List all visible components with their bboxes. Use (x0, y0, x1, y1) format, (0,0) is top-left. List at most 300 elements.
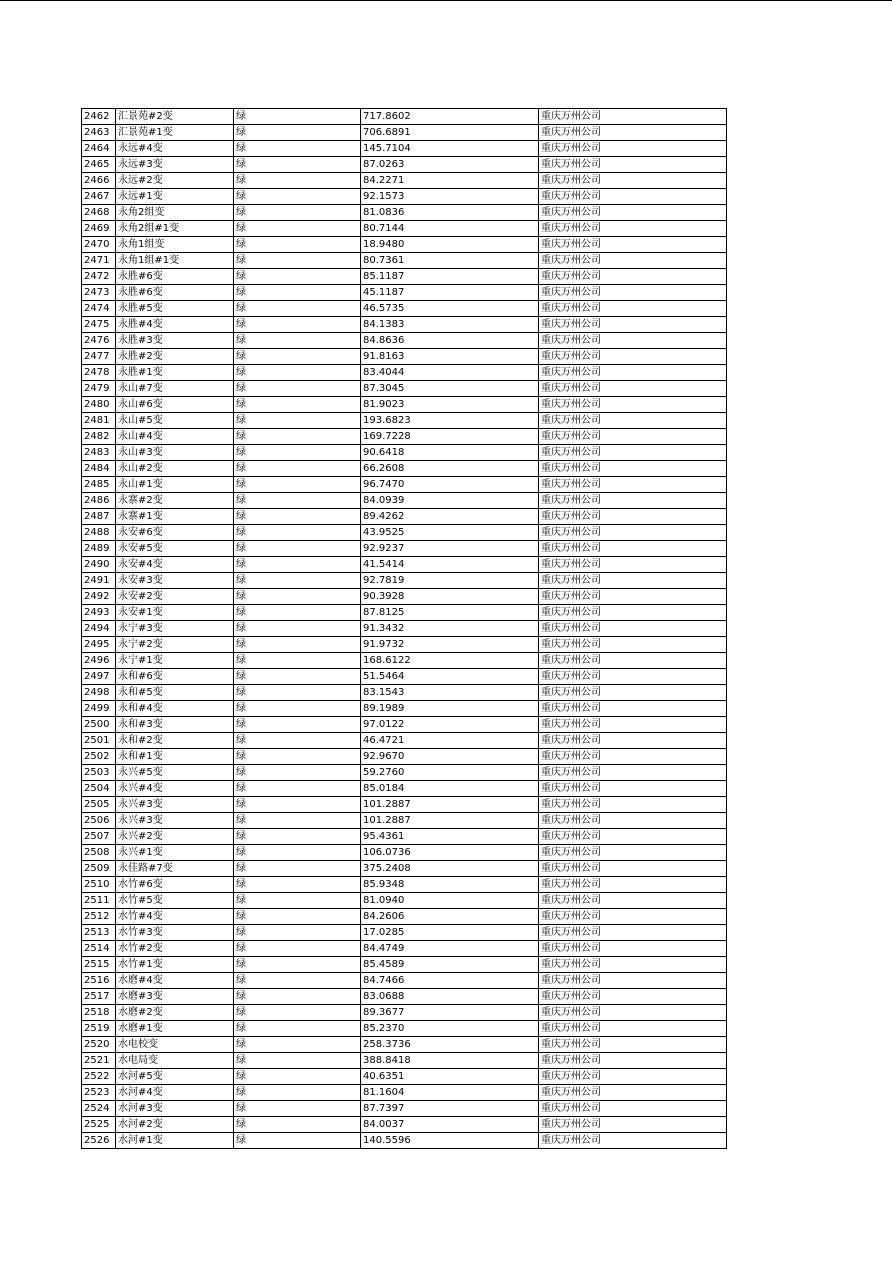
table-row (82, 797, 727, 813)
transformer-name-cell: 水竹#6变 (116, 877, 234, 893)
table-row (82, 1101, 727, 1117)
company-cell: 重庆万州公司 (539, 685, 727, 701)
value-cell: 17.0285 (361, 925, 539, 941)
status-cell: 绿 (234, 1021, 361, 1037)
table-row (82, 701, 727, 717)
value-cell: 87.3045 (361, 381, 539, 397)
table-row (82, 1037, 727, 1053)
value-cell: 45.1187 (361, 285, 539, 301)
row-id-cell: 2469 (82, 221, 116, 237)
transformer-name-cell: 永胜#4变 (116, 317, 234, 333)
table-row (82, 749, 727, 765)
value-cell: 169.7228 (361, 429, 539, 445)
table-row (82, 365, 727, 381)
transformer-name-cell: 永兴#1变 (116, 845, 234, 861)
row-id-cell: 2473 (82, 285, 116, 301)
transformer-name-cell: 永山#1变 (116, 477, 234, 493)
status-cell: 绿 (234, 445, 361, 461)
company-cell: 重庆万州公司 (539, 461, 727, 477)
status-cell: 绿 (234, 1037, 361, 1053)
row-id-cell: 2518 (82, 1005, 116, 1021)
transformer-name-cell: 永寨#1变 (116, 509, 234, 525)
row-id-cell: 2467 (82, 189, 116, 205)
status-cell: 绿 (234, 365, 361, 381)
value-cell: 90.6418 (361, 445, 539, 461)
table-row (82, 237, 727, 253)
row-id-cell: 2485 (82, 477, 116, 493)
company-cell: 重庆万州公司 (539, 269, 727, 285)
status-cell: 绿 (234, 637, 361, 653)
transformer-name-cell: 永和#4变 (116, 701, 234, 717)
value-cell: 85.0184 (361, 781, 539, 797)
company-cell: 重庆万州公司 (539, 669, 727, 685)
value-cell: 90.3928 (361, 589, 539, 605)
status-cell: 绿 (234, 749, 361, 765)
transformer-name-cell: 水磨#1变 (116, 1021, 234, 1037)
company-cell: 重庆万州公司 (539, 349, 727, 365)
table-row (82, 413, 727, 429)
table-row (82, 493, 727, 509)
company-cell: 重庆万州公司 (539, 285, 727, 301)
value-cell: 81.0836 (361, 205, 539, 221)
status-cell: 绿 (234, 653, 361, 669)
company-cell: 重庆万州公司 (539, 973, 727, 989)
table-row (82, 829, 727, 845)
company-cell: 重庆万州公司 (539, 525, 727, 541)
status-cell: 绿 (234, 1133, 361, 1149)
status-cell: 绿 (234, 621, 361, 637)
row-id-cell: 2509 (82, 861, 116, 877)
table-row (82, 173, 727, 189)
row-id-cell: 2466 (82, 173, 116, 189)
status-cell: 绿 (234, 941, 361, 957)
row-id-cell: 2515 (82, 957, 116, 973)
transformer-name-cell: 水河#3变 (116, 1101, 234, 1117)
transformer-name-cell: 永兴#3变 (116, 813, 234, 829)
status-cell: 绿 (234, 157, 361, 173)
table-row (82, 461, 727, 477)
table-row (82, 445, 727, 461)
value-cell: 85.1187 (361, 269, 539, 285)
transformer-name-cell: 永安#2变 (116, 589, 234, 605)
transformer-table (81, 108, 727, 1149)
row-id-cell: 2497 (82, 669, 116, 685)
company-cell: 重庆万州公司 (539, 989, 727, 1005)
company-cell: 重庆万州公司 (539, 1101, 727, 1117)
row-id-cell: 2483 (82, 445, 116, 461)
row-id-cell: 2487 (82, 509, 116, 525)
transformer-name-cell: 永山#4变 (116, 429, 234, 445)
status-cell: 绿 (234, 989, 361, 1005)
transformer-name-cell: 永安#1变 (116, 605, 234, 621)
company-cell: 重庆万州公司 (539, 541, 727, 557)
row-id-cell: 2489 (82, 541, 116, 557)
row-id-cell: 2520 (82, 1037, 116, 1053)
table-row (82, 221, 727, 237)
status-cell: 绿 (234, 685, 361, 701)
value-cell: 92.1573 (361, 189, 539, 205)
company-cell: 重庆万州公司 (539, 861, 727, 877)
status-cell: 绿 (234, 349, 361, 365)
company-cell: 重庆万州公司 (539, 925, 727, 941)
row-id-cell: 2476 (82, 333, 116, 349)
row-id-cell: 2494 (82, 621, 116, 637)
row-id-cell: 2523 (82, 1085, 116, 1101)
status-cell: 绿 (234, 381, 361, 397)
company-cell: 重庆万州公司 (539, 333, 727, 349)
transformer-name-cell: 永角1组#1变 (116, 253, 234, 269)
status-cell: 绿 (234, 253, 361, 269)
table-row (82, 125, 727, 141)
table-row (82, 877, 727, 893)
company-cell: 重庆万州公司 (539, 957, 727, 973)
company-cell: 重庆万州公司 (539, 1085, 727, 1101)
transformer-name-cell: 永远#1变 (116, 189, 234, 205)
company-cell: 重庆万州公司 (539, 381, 727, 397)
company-cell: 重庆万州公司 (539, 621, 727, 637)
status-cell: 绿 (234, 909, 361, 925)
table-row (82, 333, 727, 349)
company-cell: 重庆万州公司 (539, 109, 727, 125)
value-cell: 140.5596 (361, 1133, 539, 1149)
row-id-cell: 2486 (82, 493, 116, 509)
table-row (82, 397, 727, 413)
transformer-name-cell: 水河#2变 (116, 1117, 234, 1133)
table-row (82, 733, 727, 749)
transformer-name-cell: 水河#5变 (116, 1069, 234, 1085)
row-id-cell: 2506 (82, 813, 116, 829)
transformer-name-cell: 永寨#2变 (116, 493, 234, 509)
transformer-name-cell: 永宁#1变 (116, 653, 234, 669)
company-cell: 重庆万州公司 (539, 125, 727, 141)
row-id-cell: 2525 (82, 1117, 116, 1133)
company-cell: 重庆万州公司 (539, 1053, 727, 1069)
transformer-name-cell: 水河#1变 (116, 1133, 234, 1149)
value-cell: 92.9670 (361, 749, 539, 765)
company-cell: 重庆万州公司 (539, 589, 727, 605)
transformer-name-cell: 永胜#6变 (116, 285, 234, 301)
status-cell: 绿 (234, 477, 361, 493)
value-cell: 85.4589 (361, 957, 539, 973)
value-cell: 83.1543 (361, 685, 539, 701)
value-cell: 84.0037 (361, 1117, 539, 1133)
value-cell: 81.9023 (361, 397, 539, 413)
transformer-name-cell: 永山#3变 (116, 445, 234, 461)
table-row (82, 1085, 727, 1101)
company-cell: 重庆万州公司 (539, 413, 727, 429)
table-row (82, 189, 727, 205)
status-cell: 绿 (234, 733, 361, 749)
company-cell: 重庆万州公司 (539, 221, 727, 237)
company-cell: 重庆万州公司 (539, 893, 727, 909)
table-row (82, 1133, 727, 1149)
company-cell: 重庆万州公司 (539, 477, 727, 493)
value-cell: 81.0940 (361, 893, 539, 909)
row-id-cell: 2522 (82, 1069, 116, 1085)
value-cell: 97.0122 (361, 717, 539, 733)
company-cell: 重庆万州公司 (539, 717, 727, 733)
transformer-name-cell: 永佳路#7变 (116, 861, 234, 877)
company-cell: 重庆万州公司 (539, 573, 727, 589)
transformer-name-cell: 永远#3变 (116, 157, 234, 173)
table-row (82, 925, 727, 941)
status-cell: 绿 (234, 413, 361, 429)
table-row (82, 957, 727, 973)
company-cell: 重庆万州公司 (539, 701, 727, 717)
company-cell: 重庆万州公司 (539, 493, 727, 509)
table-row (82, 909, 727, 925)
transformer-name-cell: 永角1组变 (116, 237, 234, 253)
status-cell: 绿 (234, 189, 361, 205)
row-id-cell: 2472 (82, 269, 116, 285)
status-cell: 绿 (234, 669, 361, 685)
transformer-name-cell: 永和#6变 (116, 669, 234, 685)
company-cell: 重庆万州公司 (539, 1037, 727, 1053)
transformer-name-cell: 永远#4变 (116, 141, 234, 157)
transformer-name-cell: 永角2组#1变 (116, 221, 234, 237)
value-cell: 40.6351 (361, 1069, 539, 1085)
table-row (82, 685, 727, 701)
company-cell: 重庆万州公司 (539, 189, 727, 205)
company-cell: 重庆万州公司 (539, 1005, 727, 1021)
value-cell: 18.9480 (361, 237, 539, 253)
company-cell: 重庆万州公司 (539, 445, 727, 461)
row-id-cell: 2502 (82, 749, 116, 765)
status-cell: 绿 (234, 1101, 361, 1117)
row-id-cell: 2521 (82, 1053, 116, 1069)
row-id-cell: 2477 (82, 349, 116, 365)
value-cell: 92.7819 (361, 573, 539, 589)
row-id-cell: 2470 (82, 237, 116, 253)
table-row (82, 541, 727, 557)
row-id-cell: 2464 (82, 141, 116, 157)
row-id-cell: 2484 (82, 461, 116, 477)
row-id-cell: 2504 (82, 781, 116, 797)
status-cell: 绿 (234, 701, 361, 717)
table-row (82, 1117, 727, 1133)
value-cell: 89.4262 (361, 509, 539, 525)
status-cell: 绿 (234, 269, 361, 285)
company-cell: 重庆万州公司 (539, 797, 727, 813)
value-cell: 84.1383 (361, 317, 539, 333)
status-cell: 绿 (234, 317, 361, 333)
company-cell: 重庆万州公司 (539, 237, 727, 253)
company-cell: 重庆万州公司 (539, 637, 727, 653)
company-cell: 重庆万州公司 (539, 253, 727, 269)
company-cell: 重庆万州公司 (539, 941, 727, 957)
table-row (82, 317, 727, 333)
transformer-name-cell: 水竹#1变 (116, 957, 234, 973)
table-row (82, 1005, 727, 1021)
table-row (82, 141, 727, 157)
transformer-name-cell: 水磨#2变 (116, 1005, 234, 1021)
table-row (82, 1053, 727, 1069)
row-id-cell: 2526 (82, 1133, 116, 1149)
company-cell: 重庆万州公司 (539, 1117, 727, 1133)
transformer-name-cell: 水电校变 (116, 1037, 234, 1053)
company-cell: 重庆万州公司 (539, 749, 727, 765)
transformer-name-cell: 永兴#5变 (116, 765, 234, 781)
row-id-cell: 2493 (82, 605, 116, 621)
table-row (82, 765, 727, 781)
transformer-name-cell: 永远#2变 (116, 173, 234, 189)
table-row (82, 205, 727, 221)
table-row (82, 669, 727, 685)
row-id-cell: 2474 (82, 301, 116, 317)
status-cell: 绿 (234, 573, 361, 589)
value-cell: 717.8602 (361, 109, 539, 125)
value-cell: 46.4721 (361, 733, 539, 749)
table-row (82, 861, 727, 877)
row-id-cell: 2505 (82, 797, 116, 813)
value-cell: 91.9732 (361, 637, 539, 653)
status-cell: 绿 (234, 333, 361, 349)
row-id-cell: 2508 (82, 845, 116, 861)
company-cell: 重庆万州公司 (539, 173, 727, 189)
transformer-name-cell: 永和#2变 (116, 733, 234, 749)
status-cell: 绿 (234, 717, 361, 733)
table-row (82, 989, 727, 1005)
value-cell: 81.1604 (361, 1085, 539, 1101)
table-row (82, 717, 727, 733)
value-cell: 87.0263 (361, 157, 539, 173)
row-id-cell: 2519 (82, 1021, 116, 1037)
value-cell: 375.2408 (361, 861, 539, 877)
value-cell: 84.2606 (361, 909, 539, 925)
company-cell: 重庆万州公司 (539, 845, 727, 861)
table-row (82, 301, 727, 317)
row-id-cell: 2498 (82, 685, 116, 701)
status-cell: 绿 (234, 109, 361, 125)
table-row (82, 557, 727, 573)
status-cell: 绿 (234, 541, 361, 557)
table-row (82, 349, 727, 365)
company-cell: 重庆万州公司 (539, 365, 727, 381)
company-cell: 重庆万州公司 (539, 733, 727, 749)
company-cell: 重庆万州公司 (539, 1021, 727, 1037)
row-id-cell: 2491 (82, 573, 116, 589)
status-cell: 绿 (234, 221, 361, 237)
transformer-name-cell: 汇景苑#2变 (116, 109, 234, 125)
table-row (82, 845, 727, 861)
value-cell: 706.6891 (361, 125, 539, 141)
value-cell: 193.6823 (361, 413, 539, 429)
table-row (82, 429, 727, 445)
status-cell: 绿 (234, 205, 361, 221)
row-id-cell: 2495 (82, 637, 116, 653)
page-top-rule (0, 0, 892, 1)
transformer-name-cell: 水竹#3变 (116, 925, 234, 941)
status-cell: 绿 (234, 925, 361, 941)
company-cell: 重庆万州公司 (539, 909, 727, 925)
value-cell: 84.8636 (361, 333, 539, 349)
status-cell: 绿 (234, 493, 361, 509)
transformer-name-cell: 水磨#4变 (116, 973, 234, 989)
row-id-cell: 2471 (82, 253, 116, 269)
status-cell: 绿 (234, 781, 361, 797)
status-cell: 绿 (234, 237, 361, 253)
transformer-name-cell: 水竹#5变 (116, 893, 234, 909)
row-id-cell: 2514 (82, 941, 116, 957)
status-cell: 绿 (234, 1117, 361, 1133)
value-cell: 388.8418 (361, 1053, 539, 1069)
table-row (82, 1021, 727, 1037)
transformer-name-cell: 永和#1变 (116, 749, 234, 765)
transformer-name-cell: 永安#5变 (116, 541, 234, 557)
transformer-name-cell: 永山#6变 (116, 397, 234, 413)
table-row (82, 973, 727, 989)
table-row (82, 525, 727, 541)
status-cell: 绿 (234, 877, 361, 893)
row-id-cell: 2501 (82, 733, 116, 749)
transformer-name-cell: 水河#4变 (116, 1085, 234, 1101)
table-row (82, 477, 727, 493)
status-cell: 绿 (234, 509, 361, 525)
transformer-name-cell: 永山#7变 (116, 381, 234, 397)
status-cell: 绿 (234, 893, 361, 909)
value-cell: 96.7470 (361, 477, 539, 493)
transformer-name-cell: 永宁#2变 (116, 637, 234, 653)
value-cell: 66.2608 (361, 461, 539, 477)
company-cell: 重庆万州公司 (539, 653, 727, 669)
value-cell: 168.6122 (361, 653, 539, 669)
company-cell: 重庆万州公司 (539, 765, 727, 781)
status-cell: 绿 (234, 829, 361, 845)
table-row (82, 653, 727, 669)
value-cell: 91.3432 (361, 621, 539, 637)
row-id-cell: 2480 (82, 397, 116, 413)
table-row (82, 637, 727, 653)
value-cell: 91.8163 (361, 349, 539, 365)
company-cell: 重庆万州公司 (539, 301, 727, 317)
company-cell: 重庆万州公司 (539, 317, 727, 333)
company-cell: 重庆万州公司 (539, 557, 727, 573)
value-cell: 87.8125 (361, 605, 539, 621)
company-cell: 重庆万州公司 (539, 397, 727, 413)
transformer-name-cell: 永胜#5变 (116, 301, 234, 317)
transformer-name-cell: 汇景苑#1变 (116, 125, 234, 141)
status-cell: 绿 (234, 525, 361, 541)
transformer-name-cell: 永山#2变 (116, 461, 234, 477)
status-cell: 绿 (234, 557, 361, 573)
table-row (82, 253, 727, 269)
transformer-name-cell: 永安#4变 (116, 557, 234, 573)
transformer-name-cell: 永角2组变 (116, 205, 234, 221)
company-cell: 重庆万州公司 (539, 141, 727, 157)
transformer-name-cell: 水磨#3变 (116, 989, 234, 1005)
status-cell: 绿 (234, 973, 361, 989)
row-id-cell: 2481 (82, 413, 116, 429)
table-row (82, 285, 727, 301)
value-cell: 87.7397 (361, 1101, 539, 1117)
row-id-cell: 2507 (82, 829, 116, 845)
table-row (82, 269, 727, 285)
company-cell: 重庆万州公司 (539, 509, 727, 525)
value-cell: 80.7144 (361, 221, 539, 237)
value-cell: 84.2271 (361, 173, 539, 189)
transformer-name-cell: 永胜#1变 (116, 365, 234, 381)
status-cell: 绿 (234, 301, 361, 317)
transformer-name-cell: 永胜#3变 (116, 333, 234, 349)
row-id-cell: 2516 (82, 973, 116, 989)
transformer-name-cell: 永兴#4变 (116, 781, 234, 797)
row-id-cell: 2468 (82, 205, 116, 221)
value-cell: 46.5735 (361, 301, 539, 317)
row-id-cell: 2524 (82, 1101, 116, 1117)
status-cell: 绿 (234, 797, 361, 813)
value-cell: 84.4749 (361, 941, 539, 957)
status-cell: 绿 (234, 605, 361, 621)
